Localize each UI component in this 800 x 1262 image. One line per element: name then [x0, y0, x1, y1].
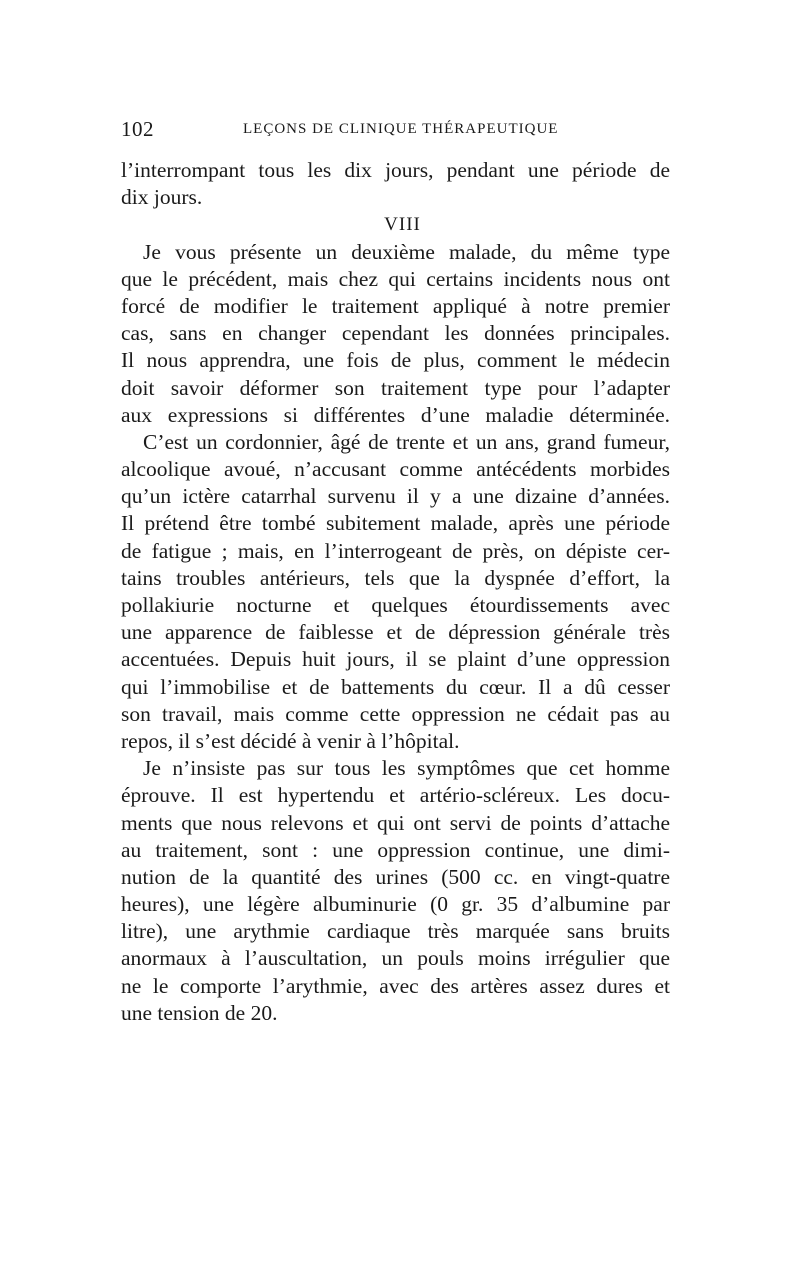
text-line: alcoolique avoué, n’accusant comme antécédents morbides — [121, 457, 670, 482]
text-line: Je vous présente un deuxième malade, du même type — [143, 239, 670, 264]
text-line: forcé de modifier le traitement appliqué à notre premier — [121, 293, 670, 318]
text-line: éprouve. Il est hypertendu et artério-scléreux. Les docu- — [121, 783, 670, 808]
text-line: doit savoir déformer son traitement type pour l’adapter — [121, 375, 670, 400]
text-line: l’interrompant tous les dix jours, pendant une période de — [121, 158, 670, 182]
text-line: nution de la quantité des urines (500 cc. en vingt-quatre — [121, 864, 670, 889]
text-line: une tension de 20. — [121, 1000, 278, 1025]
text-line: dix jours. — [121, 185, 203, 210]
text-line: heures), une légère albuminurie (0 gr. 35 d’albumine par — [121, 892, 670, 917]
text-line: aux expressions si différentes d’une maladie déterminée. — [121, 402, 670, 427]
text-line: au traitement, sont : une oppression continue, une dimi- — [121, 837, 670, 862]
section-heading: VIII — [384, 214, 421, 236]
running-head — [121, 117, 676, 143]
text-line: pollakiurie nocturne et quelques étourdissements avec — [121, 593, 670, 617]
text-line: tains troubles antérieurs, tels que la dyspnée d’effort, la — [121, 565, 670, 590]
text-line: ments que nous relevons et qui ont servi de points d’attache — [121, 810, 670, 835]
text-line: Il prétend être tombé subitement malade, après une période — [121, 511, 670, 536]
text-line: repos, il s’est décidé à venir à l’hôpital. — [121, 728, 460, 753]
text-line: de fatigue ; mais, en l’interrogeant de près, on dépiste cer- — [121, 538, 670, 563]
text-line: qu’un ictère catarrhal survenu il y a une dizaine d’années. — [121, 484, 670, 509]
page-number: 102 — [121, 117, 154, 141]
text-line: cas, sans en changer cependant les données principales. — [121, 321, 670, 346]
text-line: Je n’insiste pas sur tous les symptômes que cet homme — [143, 756, 670, 781]
text-line: ne le comporte l’arythmie, avec des artères assez dures et — [121, 973, 670, 998]
text-line: son travail, mais comme cette oppression ne cédait pas au — [121, 701, 670, 726]
text-line: qui l’immobilise et de battements du cœur. Il a dû cesser — [121, 674, 670, 699]
body-text — [121, 157, 670, 1027]
text-line: une apparence de faiblesse et de dépression générale très — [121, 620, 670, 645]
text-line: anormaux à l’auscultation, un pouls moins irrégulier que — [121, 946, 670, 971]
text-line: Il nous apprendra, une fois de plus, comment le médecin — [121, 348, 670, 373]
running-title: LEÇONS DE CLINIQUE THÉRAPEUTIQUE — [243, 121, 559, 137]
text-line: accentuées. Depuis huit jours, il se plaint d’une oppression — [121, 647, 670, 672]
text-line: que le précédent, mais chez qui certains incidents nous ont — [121, 266, 670, 291]
text-line: litre), une arythmie cardiaque très marquée sans bruits — [121, 919, 670, 944]
text-line: C’est un cordonnier, âgé de trente et un ans, grand fumeur, — [143, 429, 670, 454]
